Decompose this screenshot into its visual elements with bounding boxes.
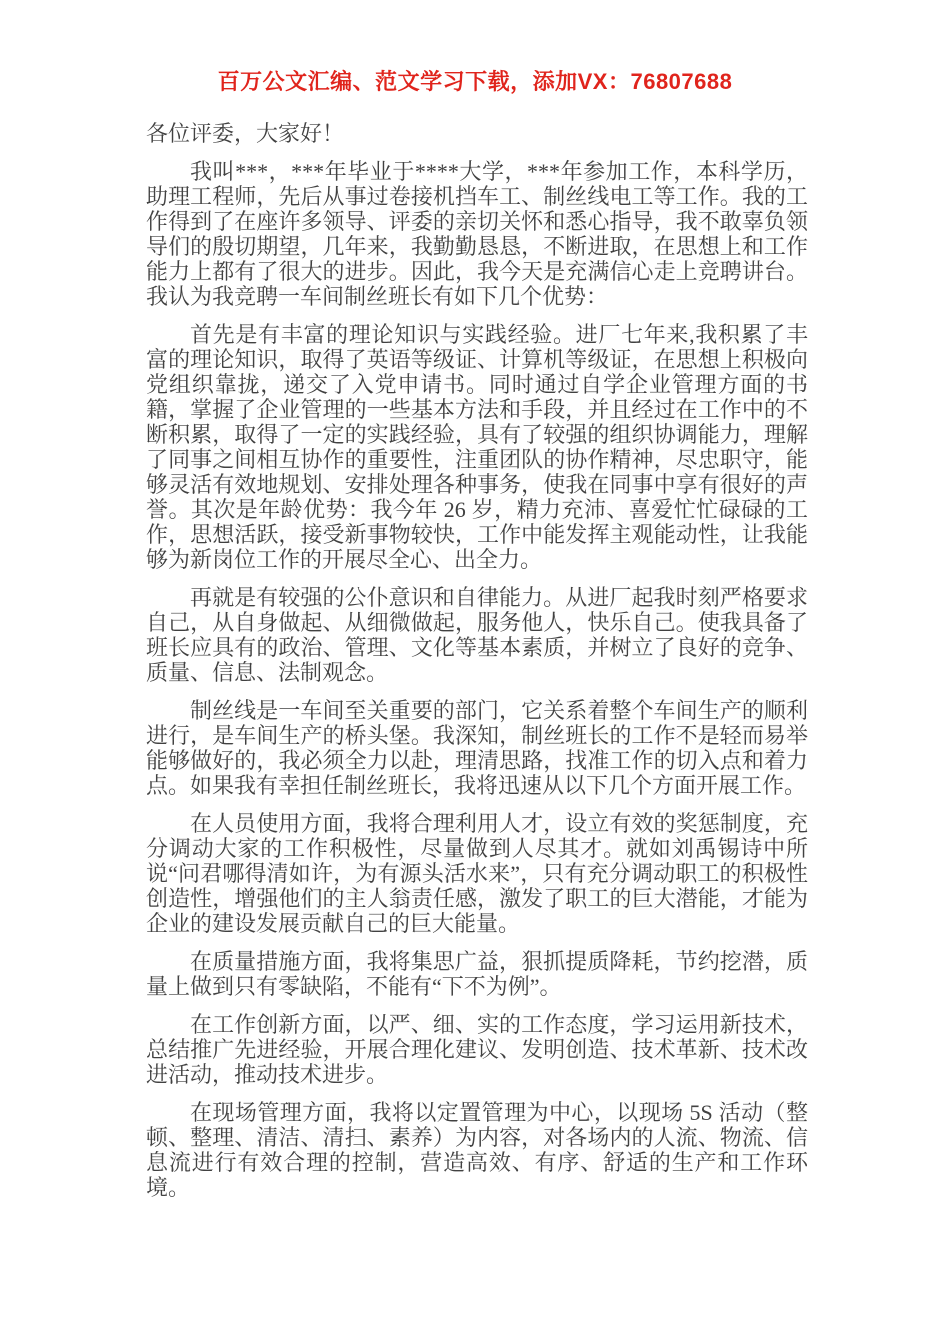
paragraph-plan-site-management: 在现场管理方面，我将以定置管理为中心，以现场 5S 活动（整顿、整理、清洁、清扫、素养）为内容，对各场内的人流、物流、信息流进行有效合理的控制，营造高效、有序、舒适的生产和工作环境。 bbox=[146, 1100, 808, 1200]
paragraph-plan-personnel: 在人员使用方面，我将合理利用人才，设立有效的奖惩制度，充分调动大家的工作积极性，尽量做到人尽其才。就如刘禹锡诗中所说“问君哪得清如许，为有源头活水来”，只有充分调动职工的积极性创造性，增强他们的主人翁责任感，激发了职工的巨大潜能，才能为企业的建设发展贡献自己的巨大能量。 bbox=[146, 811, 808, 936]
paragraph-plan-quality: 在质量措施方面，我将集思广益，狠抓提质降耗，节约挖潜，质量上做到只有零缺陷，不能有“下不为例”。 bbox=[146, 949, 808, 999]
paragraph-introduction: 我叫***，***年毕业于****大学，***年参加工作，本科学历，助理工程师，先后从事过卷接机挡车工、制丝线电工等工作。我的工作得到了在座许多领导、评委的亲切关怀和悉心指导，我不敢辜负领导们的殷切期望，几年来，我勤勤恳恳，不断进取，在思想上和工作能力上都有了很大的进步。因此，我今天是充满信心走上竞聘讲台。我认为我竞聘一车间制丝班长有如下几个优势： bbox=[146, 159, 808, 309]
greeting-paragraph: 各位评委，大家好！ bbox=[146, 121, 345, 146]
document-body bbox=[0, 96, 950, 1200]
paragraph-role-importance: 制丝线是一车间至关重要的部门，它关系着整个车间生产的顺利进行，是车间生产的桥头堡。我深知，制丝班长的工作不是轻而易举能够做好的，我必须全力以赴，理清思路，找准工作的切入点和着力点。如果我有幸担任制丝班长，我将迅速从以下几个方面开展工作。 bbox=[146, 698, 808, 798]
paragraph-advantage-knowledge: 首先是有丰富的理论知识与实践经验。进厂七年来,我积累了丰富的理论知识，取得了英语等级证、计算机等级证，在思想上积极向党组织靠拢，递交了入党申请书。同时通过自学企业管理方面的书籍，掌握了企业管理的一些基本方法和手段，并且经过在工作中的不断积累，取得了一定的实践经验，具有了较强的组织协调能力，理解了同事之间相互协作的重要性，注重团队的协作精神，尽忠职守，能够灵活有效地规划、安排处理各种事务，使我在同事中享有很好的声誉。其次是年龄优势：我今年 26 岁，精力充沛、喜爱忙忙碌碌的工作，思想活跃，接受新事物较快，工作中能发挥主观能动性，让我能够为新岗位工作的开展尽全心、出全力。 bbox=[146, 322, 808, 572]
ad-banner-text: 百万公文汇编、范文学习下载，添加VX：76807688 bbox=[217, 69, 733, 94]
paragraph-advantage-discipline: 再就是有较强的公仆意识和自律能力。从进厂起我时刻严格要求自己，从自身做起、从细微做起，服务他人，快乐自己。使我具备了班长应具有的政治、管理、文化等基本素质，并树立了良好的竞争、质量、信息、法制观念。 bbox=[146, 585, 808, 685]
paragraph-plan-innovation: 在工作创新方面，以严、细、实的工作态度，学习运用新技术，总结推广先进经验，开展合理化建议、发明创造、技术革新、技术改进活动，推动技术进步。 bbox=[146, 1012, 808, 1087]
